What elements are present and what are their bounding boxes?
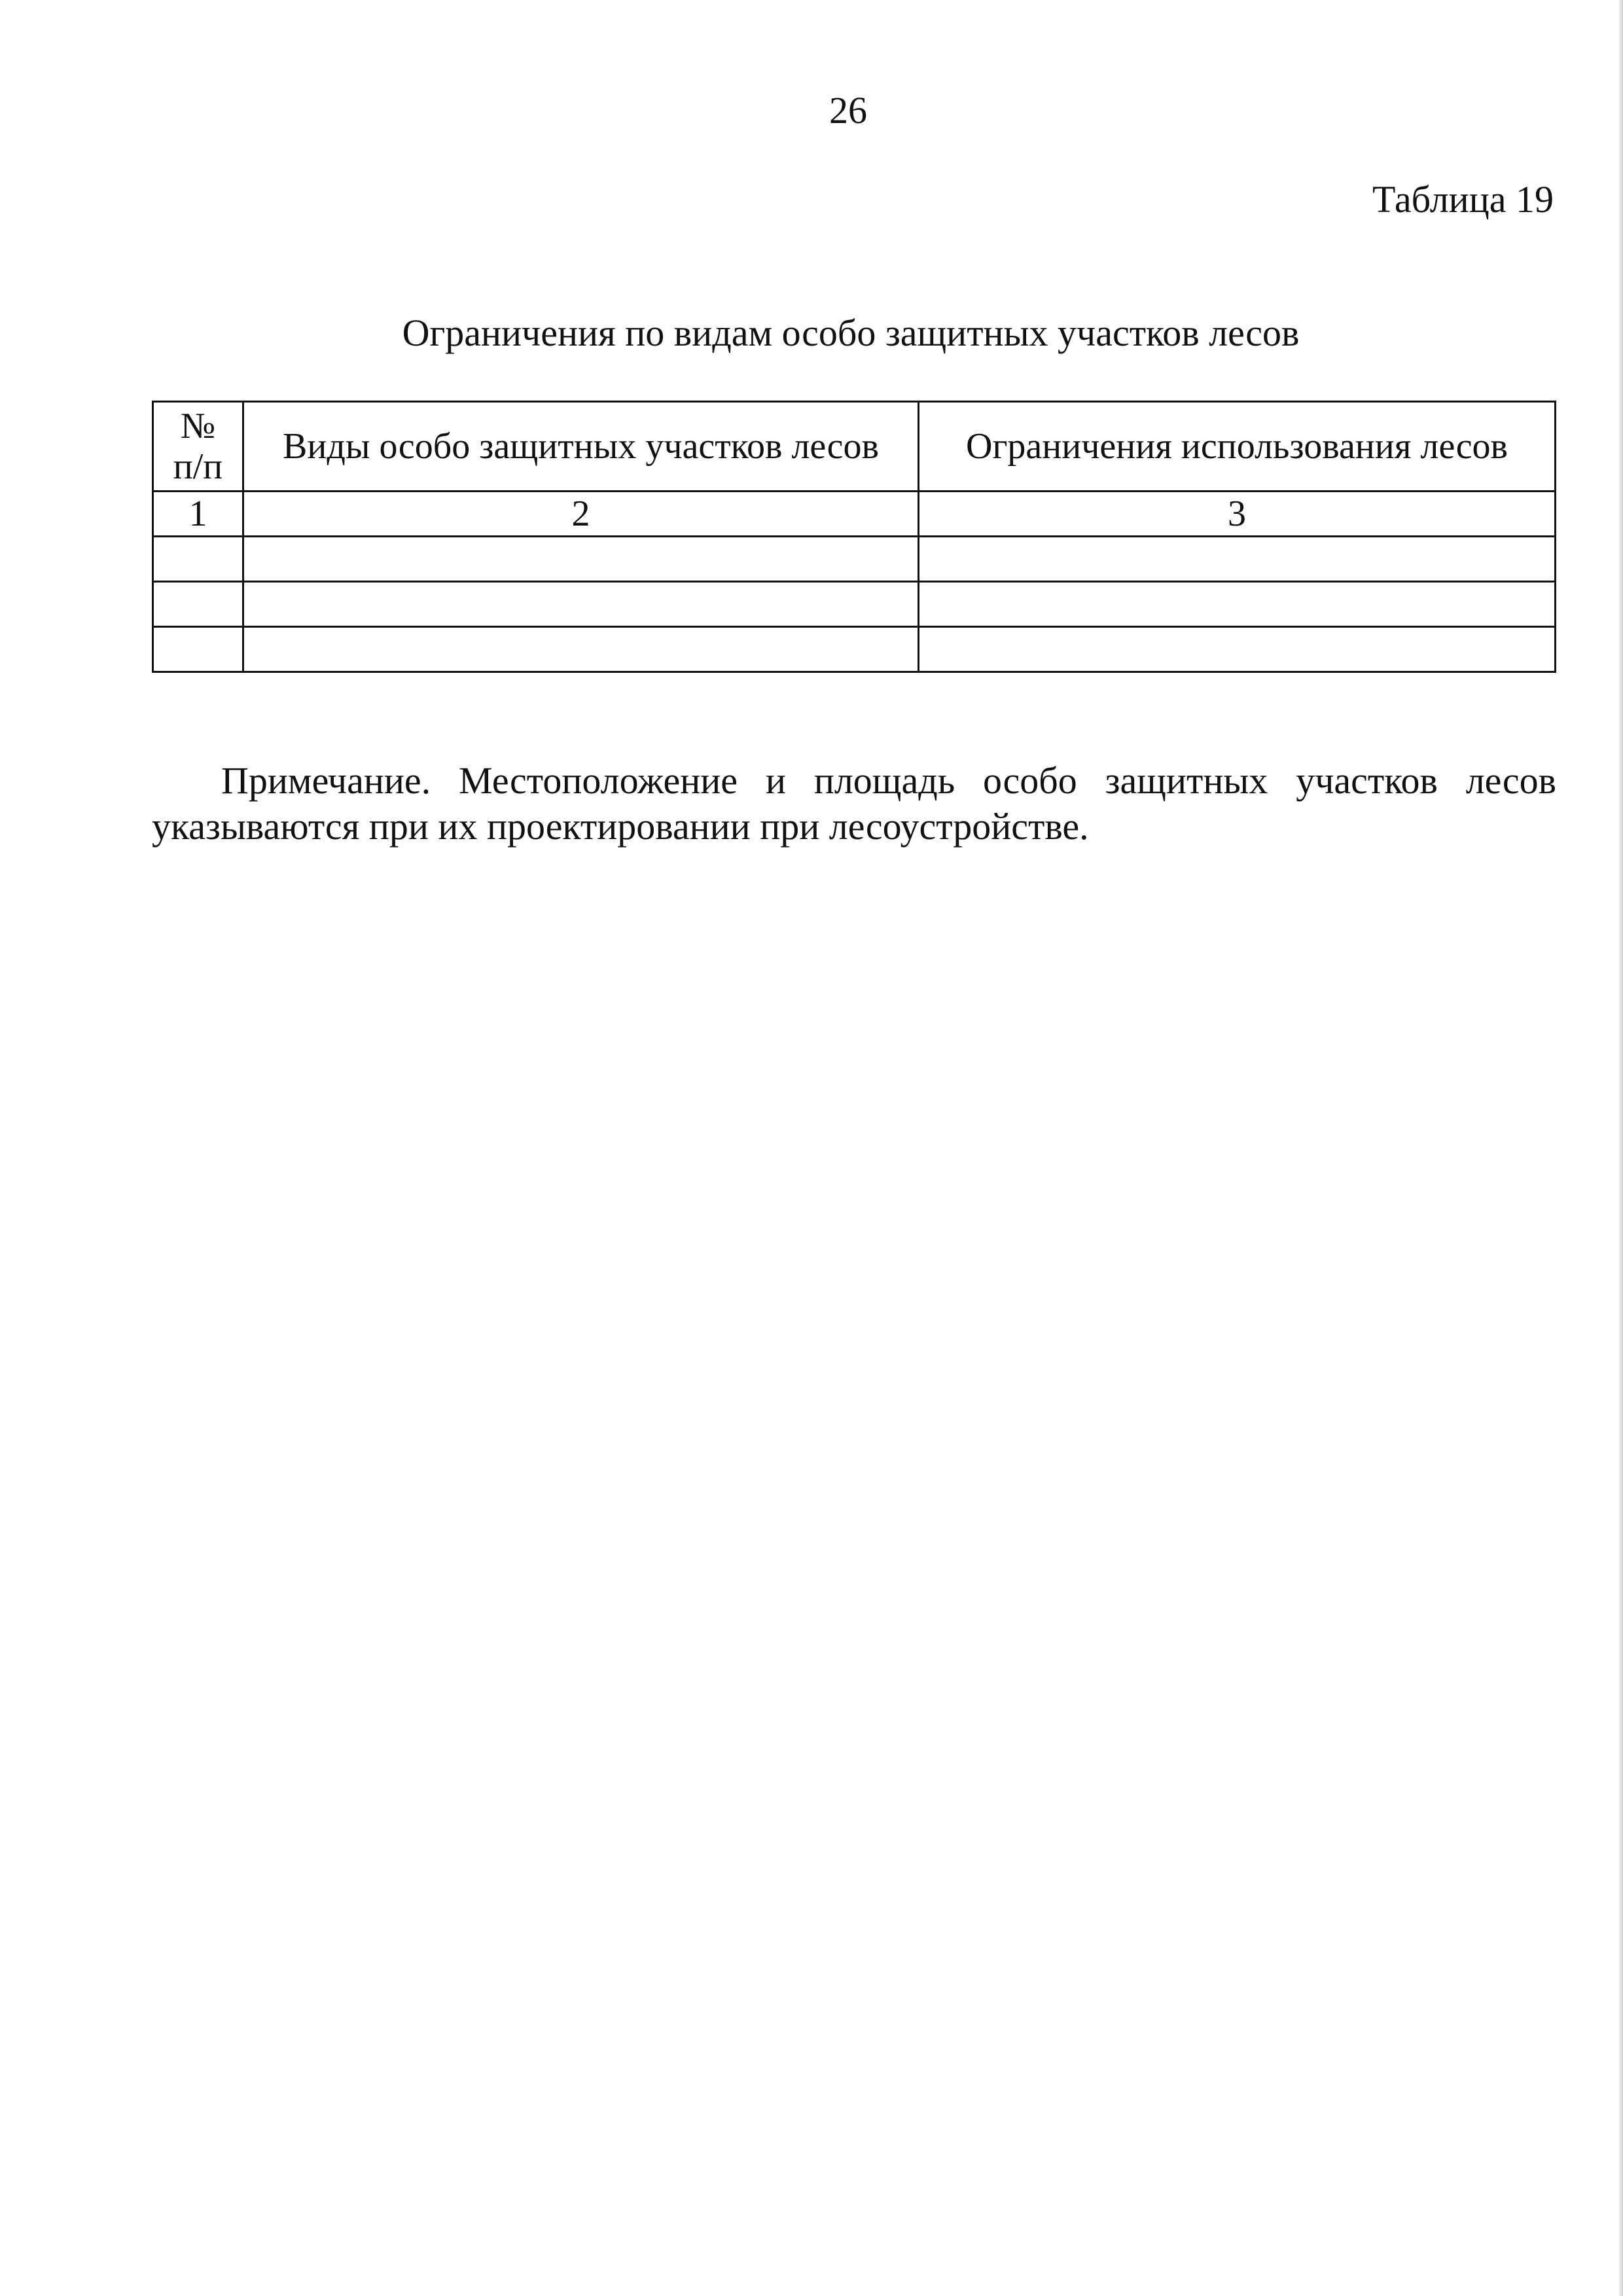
table-cell: [919, 627, 1556, 672]
page-number: 26: [829, 89, 867, 132]
table-title: Ограничения по видам особо защитных участков лесов: [402, 312, 1300, 354]
table-note: Примечание. Местоположение и площадь особо защитных участков лесов указываются при их проектировании при лесоустройстве.: [152, 759, 1556, 848]
header-cell-number: [153, 402, 243, 492]
table-label: Таблица 19: [1372, 178, 1554, 221]
column-number-2: 2: [243, 492, 919, 537]
table-cell: [243, 582, 919, 627]
column-number-3: 3: [919, 492, 1556, 537]
table-header-row: [153, 402, 1556, 492]
page-edge-shadow: [1619, 0, 1623, 2296]
table-cell: [243, 537, 919, 582]
table-cell: [153, 537, 243, 582]
table-cell: [153, 627, 243, 672]
column-number-1: 1: [153, 492, 243, 537]
header-cell-type: Виды особо защитных участков лесов: [243, 402, 919, 492]
table-row: [153, 537, 1556, 582]
table-row: [153, 627, 1556, 672]
table-row: [153, 582, 1556, 627]
header-number-abbrev: п/п: [173, 446, 223, 487]
table-cell: [153, 582, 243, 627]
table-cell: [243, 627, 919, 672]
header-number-symbol: №: [180, 406, 216, 446]
header-cell-limits: Ограничения использования лесов: [919, 402, 1556, 492]
table-cell: [919, 537, 1556, 582]
restrictions-table: [152, 401, 1556, 673]
column-number-row: [153, 492, 1556, 537]
table-cell: [919, 582, 1556, 627]
